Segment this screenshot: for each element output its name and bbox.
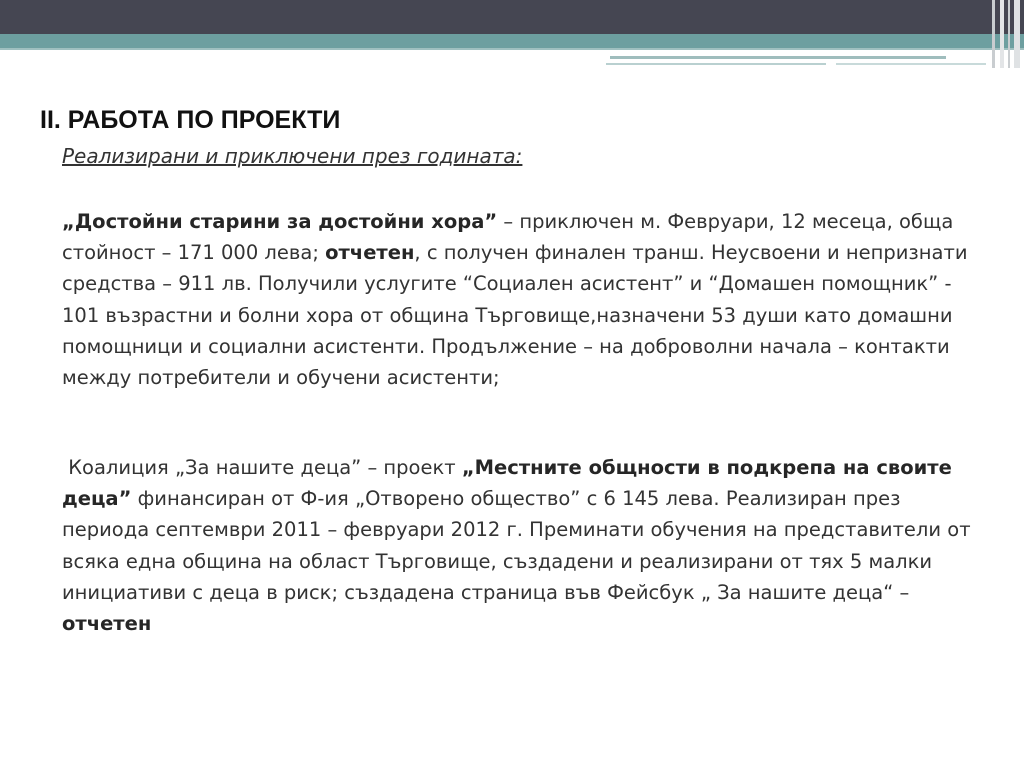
decorative-vertical-bar [1014,0,1020,68]
decorative-accent-line [610,56,946,59]
slide-title: II. РАБОТА ПО ПРОЕКТИ [40,106,341,134]
decorative-accent-line [606,63,826,65]
header-band-dark [0,0,1024,34]
project-name: „Местните общности в подкрепа на своите деца” [62,456,959,511]
project-text: , с получен финален транш. Неусвоени и непризнати средства – 911 лв. Получили услугите “Социален асистент” и “Домашен помощник” - 101 възрастни и болни хора от община Търговище,назначени 53 души като домашни помощници и социални асистенти. Продължение – на доброволни начала – контакти между потребители и обучени асистенти; [62,241,968,390]
project-text: – приключен м. Февруари, 12 месеца, обща стойност – 171 000 лева; [62,210,954,265]
decorative-vertical-bar [1000,0,1004,68]
decorative-accent-line [836,63,986,65]
header-band-teal [0,34,1024,48]
project-text: финансиран от Ф-ия „Отворено общество” с 6 145 лева. Реализиран през периода септември 2011 – февруари 2012 г. Преминати обучения на представители от всяка една община на област Търговище, създадени и реализирани от тях 5 малки инициативи с деца в риск; създадена страница във Фейсбук „ За нашите деца“ – [62,487,977,604]
decorative-vertical-bar [992,0,995,68]
project-name: „Достойни старини за достойни хора” [62,210,498,233]
decorative-vertical-bar [1008,0,1010,68]
slide-subtitle: Реализирани и приключени през годината: [62,144,523,168]
project-text: Коалиция „За нашите деца” – проект [62,456,462,479]
status-emphasis: отчетен [62,612,152,636]
header-band-shade [0,48,1024,50]
status-emphasis: отчетен [325,241,415,265]
project-paragraph-2 [62,452,977,639]
project-paragraph-1 [62,206,974,393]
